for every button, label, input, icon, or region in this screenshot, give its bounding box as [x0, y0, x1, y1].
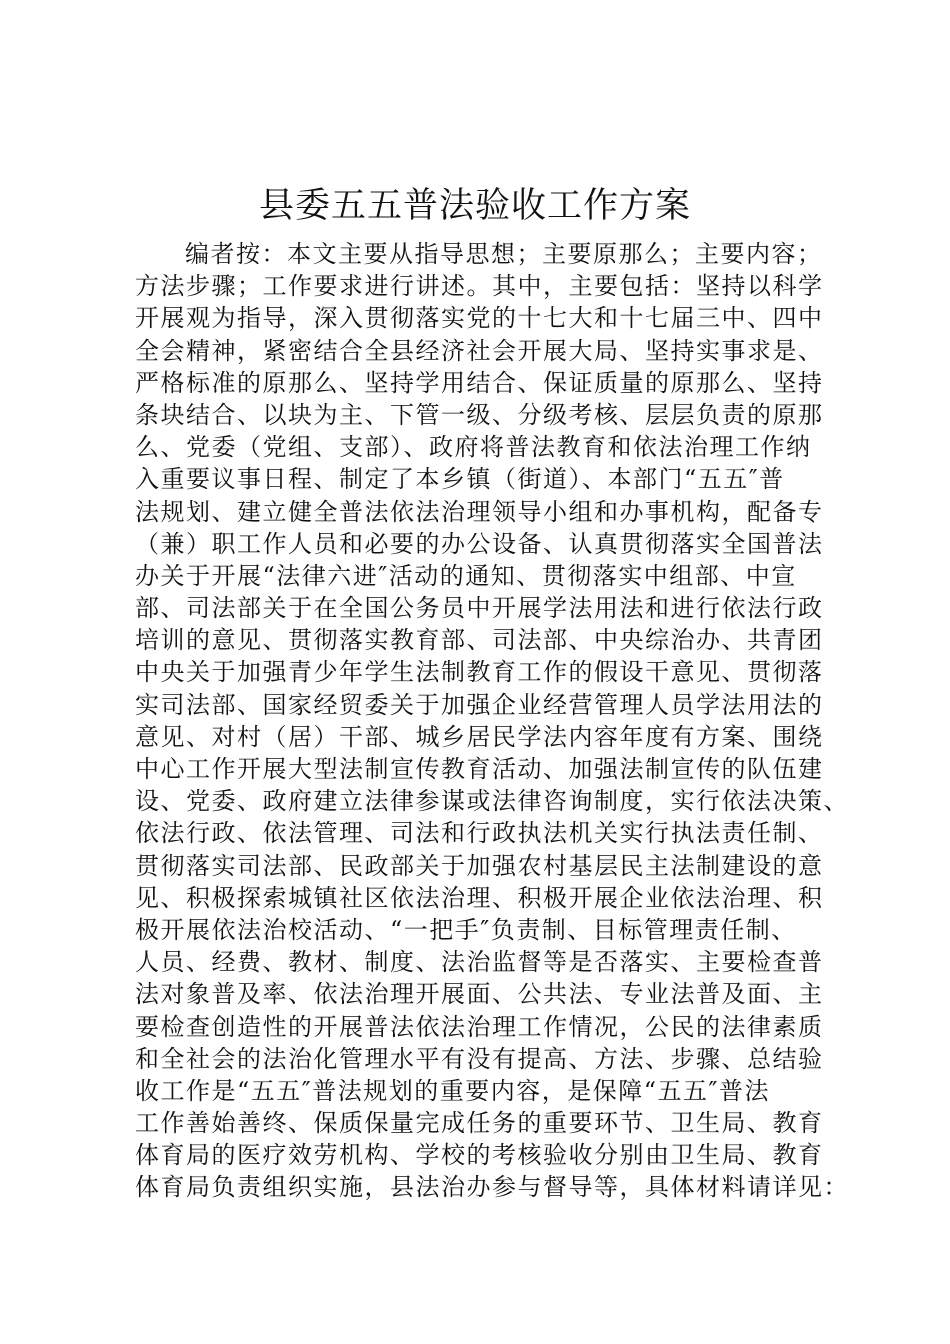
body-line: 意见、对村（居）干部、城乡居民学法内容年度有方案、围绕: [135, 722, 824, 751]
body-line: 编者按：本文主要从指导思想；主要原那么；主要内容；: [185, 240, 823, 268]
body-line: （兼）职工作人员和必要的办公设备、认真贯彻落实全国普法: [135, 529, 824, 558]
body-line: 实司法部、国家经贸委关于加强企业经营管理人员学法用法的: [135, 690, 824, 719]
body-line: 中央关于加强青少年学生法制教育工作的假设干意见、贯彻落: [135, 658, 824, 687]
body-line: 入重要议事日程、制定了本乡镇（街道）、本部门“五五″普: [135, 465, 785, 494]
body-line: 依法行政、依法管理、司法和行政执法机关实行执法责任制、: [135, 819, 824, 848]
body-line: 极开展依法治校活动、“一把手″负责制、目标管理责任制、: [135, 915, 797, 944]
body-line: 培训的意见、贯彻落实教育部、司法部、中央综治办、共青团: [135, 626, 824, 655]
body-line: 体育局负责组织实施，县法治办参与督导等，具体材料请详见：: [135, 1173, 849, 1202]
body-line: 严格标准的原那么、坚持学用结合、保证质量的原那么、坚持: [135, 368, 824, 397]
body-line: 条块结合、以块为主、下管一级、分级考核、层层负责的原那: [135, 400, 824, 429]
document-title: 县委五五普法验收工作方案: [258, 186, 691, 226]
body-line: 么、党委（党组、支部）、政府将普法教育和依法治理工作纳: [135, 433, 812, 462]
body-line: 人员、经费、教材、制度、法治监督等是否落实、主要检查普: [135, 948, 824, 977]
body-line: 体育局的医疗效劳机构、学校的考核验收分别由卫生局、教育: [135, 1141, 824, 1170]
body-line: 收工作是“五五″普法规划的重要内容，是保障“五五″普法: [135, 1076, 770, 1105]
body-line: 法规划、建立健全普法依法治理领导小组和办事机构，配备专: [135, 497, 824, 526]
body-line: 中心工作开展大型法制宣传教育活动、加强法制宣传的队伍建: [135, 755, 824, 783]
body-line: 全会精神，紧密结合全县经济社会开展大局、坚持实事求是、: [135, 336, 824, 365]
body-line: 和全社会的法治化管理水平有没有提高、方法、步骤、总结验: [135, 1044, 824, 1073]
body-line: 法对象普及率、依法治理开展面、公共法、专业法普及面、主: [135, 980, 824, 1009]
body-line: 办关于开展“法律六进″活动的通知、贯彻落实中组部、中宣: [135, 561, 797, 590]
body-line: 部、司法部关于在全国公务员中开展学法用法和进行依法行政: [135, 594, 824, 623]
body-line: 工作善始善终、保质保量完成任务的重要环节、卫生局、教育: [135, 1109, 824, 1138]
body-line: 开展观为指导，深入贯彻落实党的十七大和十七届三中、四中: [135, 304, 824, 333]
body-line: 设、党委、政府建立法律参谋或法律咨询制度，实行依法决策、: [135, 787, 849, 816]
body-line: 见、积极探索城镇社区依法治理、积极开展企业依法治理、积: [135, 883, 824, 912]
body-line: 贯彻落实司法部、民政部关于加强农村基层民主法制建设的意: [135, 851, 824, 880]
body-line: 要检查创造性的开展普法依法治理工作情况，公民的法律素质: [135, 1012, 824, 1041]
document-body: [135, 238, 849, 1204]
body-line: 方法步骤；工作要求进行讲述。其中，主要包括：坚持以科学: [135, 272, 824, 301]
